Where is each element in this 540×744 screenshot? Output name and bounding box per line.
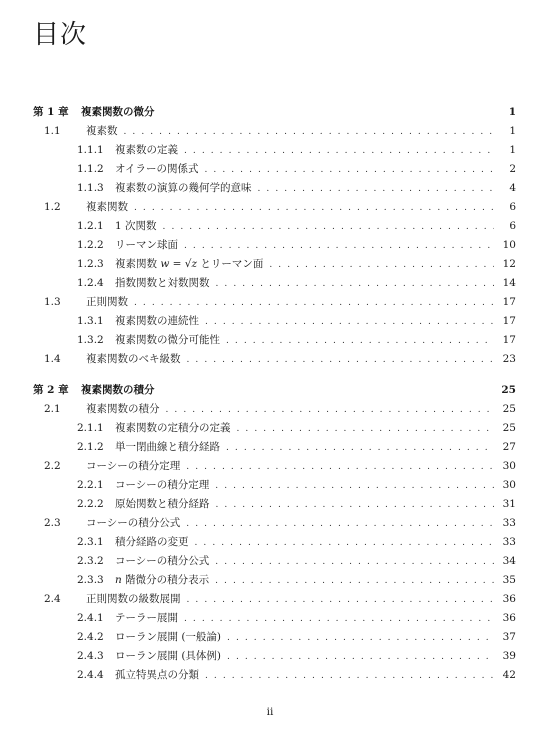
toc-entry-title: 複素関数の積分 [86,403,160,415]
toc-entry-title: コーシーの積分定理 [86,460,181,472]
toc-entry-title: 複素関数のベキ級数 [86,353,181,365]
toc-entry-page: 6 [509,220,516,232]
toc-entry-title: 正則関数 [86,296,128,308]
toc-entry-page: 4 [509,182,516,194]
toc-entry-number: 第 1 章 [33,106,69,118]
toc-entry-page: 35 [502,574,516,586]
toc-entry-page: 25 [501,384,516,396]
toc-entry-subsection[interactable] [77,332,516,348]
toc-entry-title: 複素関数 [86,201,128,213]
dot-leader [204,162,494,178]
toc-entry-subsection[interactable] [77,142,516,158]
toc-entry-section[interactable] [44,458,516,474]
toc-entry-section[interactable] [44,294,516,310]
dot-leader [186,516,494,532]
toc-entry-title-text: 階微分の積分表示 [121,574,210,586]
toc-entry-title: 複素数の演算の幾何学的意味 [115,182,252,194]
toc-entry-title: オイラーの関係式 [115,163,199,175]
toc-entry-page: 23 [502,353,516,365]
toc-entry-title: 複素関数の定積分の定義 [115,422,231,434]
dot-leader [124,124,495,140]
toc-entry-section[interactable] [44,351,516,367]
toc-entry-subsection[interactable] [77,218,516,234]
toc-entry-page: 42 [502,669,516,681]
toc-entry-number: 第 2 章 [33,384,69,396]
toc-entry-title: 孤立特異点の分類 [115,669,199,681]
dot-leader [205,314,494,330]
toc-entry-title: ローラン展開 (具体例) [115,650,222,662]
toc-entry-page: 27 [502,441,516,453]
toc-entry-page: 33 [502,536,516,548]
toc-entry-page: 1 [509,125,516,137]
toc-entry-number: 1.3 [44,296,61,308]
dot-leader [166,402,495,418]
dot-leader [184,611,494,627]
toc-entry-number: 1.1.3 [77,182,104,194]
toc-entry-number: 2.1.1 [77,422,104,434]
toc-entry-section[interactable] [44,515,516,531]
toc-entry-page: 17 [502,334,516,346]
toc-entry-title-text: とリーマン面 [197,258,264,270]
toc-entry-subsection[interactable] [77,237,516,253]
toc-entry-subsection[interactable] [77,496,516,512]
dot-leader [216,497,495,513]
toc-entry-title: 複素数の定義 [115,144,178,156]
dot-leader [258,181,495,197]
toc-entry-number: 1.1 [44,125,61,137]
toc-entry-page: 6 [509,201,516,213]
page-number: ii [266,706,274,718]
toc-entry-page: 17 [502,315,516,327]
toc-entry-number: 2.4 [44,593,61,605]
toc-entry-number: 2.1 [44,403,61,415]
dot-leader [184,238,494,254]
dot-leader [184,143,494,159]
toc-entry-title: リーマン球面 [115,239,178,251]
toc-entry-subsection[interactable] [77,667,516,683]
toc-entry-page: 2 [509,163,516,175]
toc-entry-number: 1.1.2 [77,163,104,175]
toc-entry-subsection[interactable] [77,553,516,569]
dot-leader [215,573,494,589]
toc-entry-title: コーシーの積分公式 [115,555,210,567]
toc-entry-page: 39 [502,650,516,662]
dot-leader [186,459,494,475]
toc-entry-title: 1 次関数 [115,220,157,232]
toc-entry-page: 12 [502,258,516,270]
toc-entry-math: w = √z [160,258,198,270]
toc-entry-page: 17 [502,296,516,308]
toc-entry-title: 正則関数の級数展開 [86,593,181,605]
toc-entry-chapter[interactable] [33,382,516,398]
dot-leader [134,295,494,311]
toc-entry-number: 2.4.4 [77,669,104,681]
toc-entry-page: 31 [502,498,516,510]
toc-entry-page: 36 [502,593,516,605]
toc-entry-number: 2.4.3 [77,650,104,662]
dot-leader [163,219,494,235]
toc-entry-title-text: 複素関数 [115,258,161,270]
toc-entry-number: 2.4.1 [77,612,104,624]
dot-leader [134,200,494,216]
dot-leader [226,333,494,349]
toc-entry-page: 30 [502,460,516,472]
toc-entry-number: 1.4 [44,353,61,365]
toc-entry-page: 1 [509,144,516,156]
toc-entry-subsection[interactable] [77,534,516,550]
toc-entry-title: 指数関数と対数関数 [115,277,210,289]
toc-entry-number: 2.1.2 [77,441,104,453]
toc-entry-subsection[interactable] [77,275,516,291]
toc-entry-title: コーシーの積分公式 [86,517,181,529]
toc-entry-number: 1.2 [44,201,61,213]
toc-entry-chapter[interactable] [33,104,516,120]
toc-entry-title: 複素関数の積分 [81,384,155,396]
toc-entry-title: 複素関数の連続性 [115,315,199,327]
toc-entry-page: 10 [502,239,516,251]
toc-entry-subsection[interactable] [77,629,516,645]
toc-entry-title [115,256,263,272]
dot-leader [187,352,495,368]
toc-entry-section[interactable] [44,591,516,607]
toc-entry-number: 1.2.1 [77,220,104,232]
toc-entry-number: 1.2.3 [77,258,104,270]
dot-leader [195,535,495,551]
toc-entry-number: 1.2.4 [77,277,104,289]
toc-entry-page: 33 [502,517,516,529]
toc-entry-title: コーシーの積分定理 [115,479,210,491]
toc-entry-number: 2.3.1 [77,536,104,548]
toc-entry-number: 2.3.2 [77,555,104,567]
toc-entry-title: 原始関数と積分経路 [115,498,210,510]
toc-entry-number: 1.3.1 [77,315,104,327]
toc-entry-title: 複素関数の微分 [81,106,155,118]
toc-entry-page: 1 [508,106,516,118]
toc-entry-subsection[interactable] [77,477,516,493]
toc-entry-title: テーラー展開 [115,612,178,624]
toc-entry-section[interactable] [44,123,516,139]
toc-entry-subsection[interactable] [77,313,516,329]
toc-entry-title: 積分経路の変更 [115,536,189,548]
dot-leader [237,421,495,437]
dot-leader [215,554,494,570]
toc-entry-subsection[interactable] [77,180,516,196]
toc-entry-page: 30 [502,479,516,491]
dot-leader [227,649,494,665]
dot-leader [269,257,494,273]
toc-entry-subsection[interactable] [77,256,516,272]
toc-entry-page: 25 [502,403,516,415]
toc-entry-page: 34 [502,555,516,567]
toc-entry-number: 1.1.1 [77,144,104,156]
toc-entry-number: 2.2.2 [77,498,104,510]
toc-entry-section[interactable] [44,401,516,417]
toc-entry-page: 36 [502,612,516,624]
dot-leader [226,440,494,456]
toc-entry-title: ローラン展開 (一般論) [115,631,222,643]
toc-entry-subsection[interactable] [77,420,516,436]
toc-entry-page: 37 [502,631,516,643]
dot-leader [205,668,494,684]
toc-entry-number: 2.2 [44,460,61,472]
toc-entry-subsection[interactable] [77,610,516,626]
toc-entry-number: 2.2.1 [77,479,104,491]
dot-leader [215,478,494,494]
toc-entry-title: 複素関数の微分可能性 [115,334,220,346]
toc-entry-page: 25 [502,422,516,434]
toc-entry-subsection[interactable] [77,572,516,588]
toc-entry-subsection[interactable] [77,439,516,455]
toc-entry-section[interactable] [44,199,516,215]
dot-leader [187,592,495,608]
toc-entry-page: 14 [502,277,516,289]
toc-entry-subsection[interactable] [77,161,516,177]
toc-entry-math: n [115,574,122,586]
toc-entry-number: 2.3 [44,517,61,529]
toc-entry-number: 1.2.2 [77,239,104,251]
toc-entry-subsection[interactable] [77,648,516,664]
page-title: 目次 [33,20,88,50]
toc-entry-title [115,572,209,588]
toc-entry-title: 単一閉曲線と積分経路 [115,441,220,453]
toc-entry-title: 複素数 [86,125,118,137]
dot-leader [227,630,494,646]
dot-leader [216,276,495,292]
toc-entry-number: 2.4.2 [77,631,104,643]
toc-entry-number: 1.3.2 [77,334,104,346]
toc-entry-number: 2.3.3 [77,574,104,586]
